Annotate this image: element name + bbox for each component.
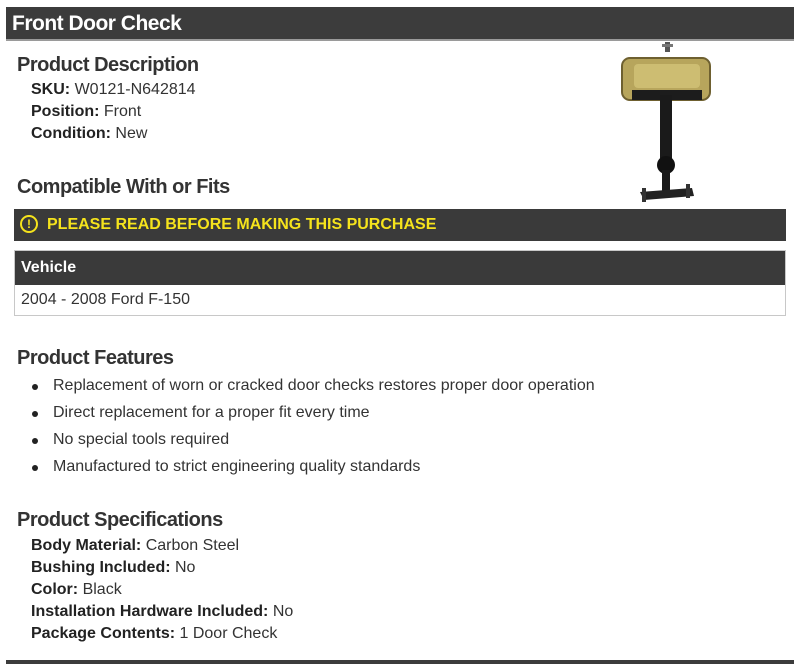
features-list bbox=[30, 376, 595, 484]
package-contents-label: Package Contents: bbox=[31, 625, 176, 642]
product-specifications-heading: Product Specifications bbox=[17, 509, 223, 531]
condition-label: Condition: bbox=[31, 125, 111, 142]
body-material-label: Body Material: bbox=[31, 537, 142, 554]
bushing-label: Bushing Included: bbox=[31, 559, 171, 576]
purchase-warning-banner bbox=[14, 209, 786, 241]
package-contents-row bbox=[31, 625, 277, 643]
product-features-heading: Product Features bbox=[17, 347, 174, 369]
sku-label: SKU: bbox=[31, 81, 71, 98]
vehicle-table-cell: 2004 - 2008 Ford F-150 bbox=[21, 291, 190, 308]
product-description-heading: Product Description bbox=[17, 54, 199, 76]
list-item: No special tools required bbox=[30, 430, 595, 457]
list-item: Direct replacement for a proper fit every time bbox=[30, 403, 595, 430]
position-value: Front bbox=[103, 103, 142, 120]
vehicle-table bbox=[14, 250, 786, 316]
bottom-divider bbox=[6, 660, 794, 664]
package-contents-value: 1 Door Check bbox=[179, 625, 278, 642]
body-material-value: Carbon Steel bbox=[145, 537, 240, 554]
hardware-label: Installation Hardware Included: bbox=[31, 603, 269, 620]
color-value: Black bbox=[82, 581, 122, 598]
body-material-row bbox=[31, 537, 239, 555]
hardware-value: No bbox=[272, 603, 294, 620]
alert-icon: ! bbox=[20, 215, 38, 233]
color-label: Color: bbox=[31, 581, 79, 598]
sku-value: W0121-N642814 bbox=[74, 81, 196, 98]
purchase-warning-text: PLEASE READ BEFORE MAKING THIS PURCHASE bbox=[47, 216, 437, 233]
condition-row bbox=[31, 125, 147, 143]
list-item: Replacement of worn or cracked door checks restores proper door operation bbox=[30, 376, 595, 403]
vehicle-table-header: Vehicle bbox=[15, 251, 785, 285]
compatible-heading: Compatible With or Fits bbox=[17, 176, 230, 198]
color-row bbox=[31, 581, 122, 599]
hardware-row bbox=[31, 603, 293, 621]
list-item: Manufactured to strict engineering quality standards bbox=[30, 457, 595, 484]
page-title: Front Door Check bbox=[12, 12, 182, 35]
position-row bbox=[31, 103, 141, 121]
bushing-value: No bbox=[175, 559, 196, 576]
door-check-product-image bbox=[610, 40, 720, 210]
sku-row bbox=[31, 81, 196, 99]
condition-value: New bbox=[115, 125, 148, 142]
bushing-row bbox=[31, 559, 195, 577]
position-label: Position: bbox=[31, 103, 100, 120]
title-bar bbox=[6, 7, 794, 41]
